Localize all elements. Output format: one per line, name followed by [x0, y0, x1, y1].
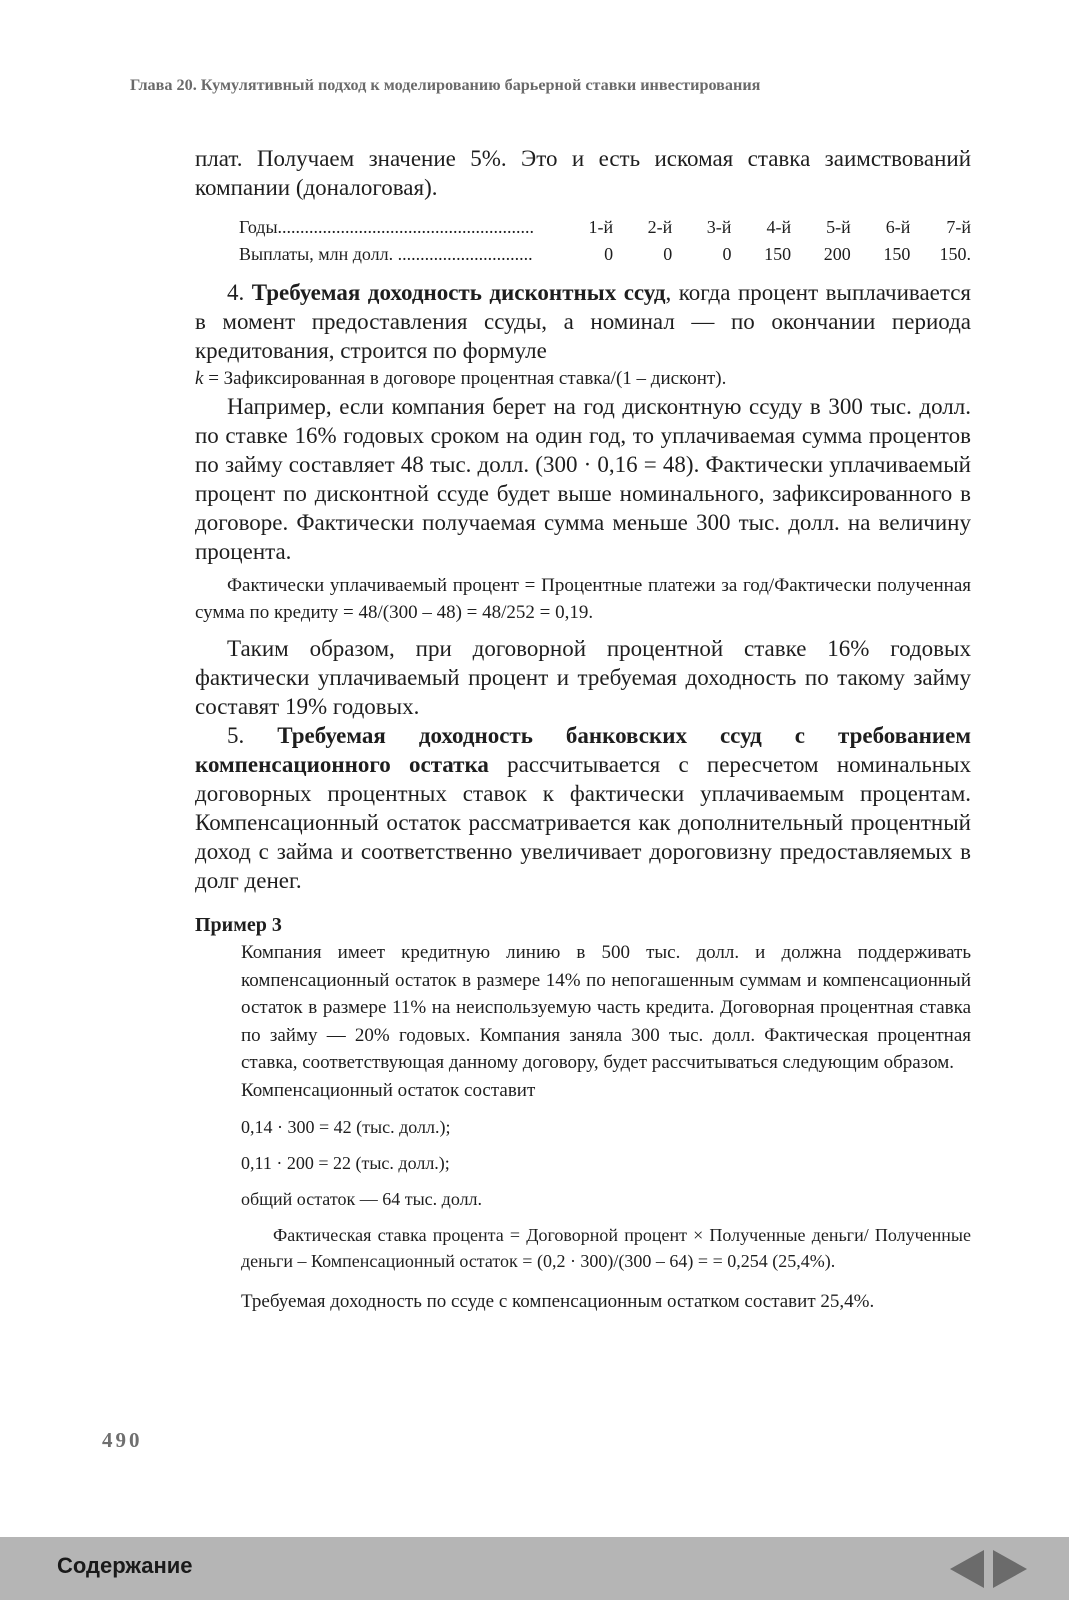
example-3-formula: Фактическая ставка процента = Договорной процент × Полученные деньги/ Полученные деньги – Компенсационный остаток = (0,2 · 300)/(300 – 64) = = 0,254 (25,4%).: [241, 1225, 971, 1271]
item-5-heading: Требуемая доходность банковских ссуд с требованием компенсационного остатка: [195, 723, 971, 777]
payment-cell: 150: [764, 244, 792, 264]
bottom-navigation-bar: [0, 1537, 1069, 1600]
triangle-left-icon: [950, 1550, 984, 1588]
item-4-text: , когда процент выплачивается в момент предоставления ссуды, а номинал — по окончании периода кредитования, строится по формуле: [195, 280, 972, 363]
years-label: Годы.........................................................: [239, 217, 535, 237]
payments-table: [239, 214, 971, 268]
formula-actual: Фактически уплачиваемый процент = Процентные платежи за год/Фактически полученная сумма по кредиту = 48/(300 – 48) = 48/252 = 0,19.: [195, 575, 971, 623]
year-cell: 7-й: [946, 217, 971, 237]
year-cell: 1-й: [588, 217, 614, 237]
item-4-number: 4.: [227, 280, 245, 305]
example-3: [241, 939, 971, 1316]
example-3-lead: Компенсационный остаток составит: [241, 1079, 536, 1101]
year-cell: 5-й: [826, 217, 851, 237]
previous-page-button[interactable]: [950, 1550, 986, 1588]
next-page-button[interactable]: [993, 1550, 1029, 1588]
calc-line-1: 0,14 · 300 = 42 (тыс. долл.);: [241, 1117, 451, 1137]
running-header: Глава 20. Кумулятивный подход к моделированию барьерной ставки инвестирования: [130, 76, 761, 94]
item-4: [195, 278, 971, 365]
payment-cell: 0: [722, 244, 732, 264]
paragraph-conclusion: Таким образом, при договорной процентной ставке 16% годовых фактически уплачиваемый процент и требуемая доходность по такому займу составят 19% годовых.: [195, 636, 971, 719]
formula-k-var: k: [195, 368, 204, 389]
paragraph-example: Например, если компания берет на год дисконтную ссуду в 300 тыс. долл. по ставке 16% годовых сроком на один год, то уплачиваемая сумма процентов по займу составляет 48 тыс. долл. (300 · 0,16 = 48). Фактически уплачиваемый процент по дисконтной ссуде будет выше номинального, зафиксированного в договоре. Фактически получаемая сумма меньше 300 тыс. долл. на величину процента.: [195, 394, 971, 564]
table-row-payments: [239, 241, 971, 268]
example-3-title: Пример 3: [195, 914, 282, 936]
payment-cell: 150: [883, 244, 911, 264]
year-cell: 2-й: [647, 217, 673, 237]
item-5: [195, 721, 971, 895]
payment-cell: 200: [823, 244, 851, 264]
triangle-right-icon: [993, 1550, 1027, 1588]
page-number: 490: [102, 1428, 143, 1452]
year-cell: 3-й: [706, 217, 732, 237]
example-3-text: Компания имеет кредитную линию в 500 тыс. долл. и должна поддерживать компенсационный остаток в размере 14% по непогашенным суммам и компенсационный остаток в размере 11% на неиспользуемую часть кредита. Договорная процентная ставка по займу — 20% годовых. Компания заняла 300 тыс. долл. Фактическая процентная ставка, соответствующая данному договору, будет рассчитываться следующим образом.: [241, 942, 971, 1073]
table-row-years: [239, 214, 971, 241]
year-cell: 4-й: [766, 217, 792, 237]
example-3-result: Требуемая доходность по ссуде с компенсационным остатком составит 25,4%.: [241, 1291, 875, 1312]
main-text: [195, 144, 971, 1316]
formula-k: [195, 365, 971, 392]
item-4-heading: Требуемая доходность дисконтных ссуд: [251, 280, 666, 305]
year-cell: 6-й: [885, 217, 911, 237]
payment-cell: 150.: [939, 244, 971, 264]
formula-k-text: = Зафиксированная в договоре процентная ставка/(1 – дисконт).: [203, 368, 727, 389]
calc-line-3: общий остаток — 64 тыс. долл.: [241, 1189, 483, 1209]
payments-label: Выплаты, млн долл. ..............................: [239, 244, 533, 264]
calc-line-2: 0,11 · 200 = 22 (тыс. долл.);: [241, 1153, 450, 1173]
payment-cell: 0: [604, 244, 614, 264]
item-5-text: рассчитывается с пересчетом номинальных договорных процентных ставок к фактически уплачиваемым процентам. Компенсационный остаток рассматривается как дополнительный процентный доход с займа и соответственно увеличивает дороговизну предоставляемых в долг денег.: [195, 752, 972, 893]
payment-cell: 0: [663, 244, 673, 264]
contents-link[interactable]: Содержание: [57, 1553, 193, 1578]
paragraph-intro: плат. Получаем значение 5%. Это и есть искомая ставка заимствований компании (доналоговая).: [195, 146, 971, 200]
item-5-number: 5.: [227, 723, 245, 748]
